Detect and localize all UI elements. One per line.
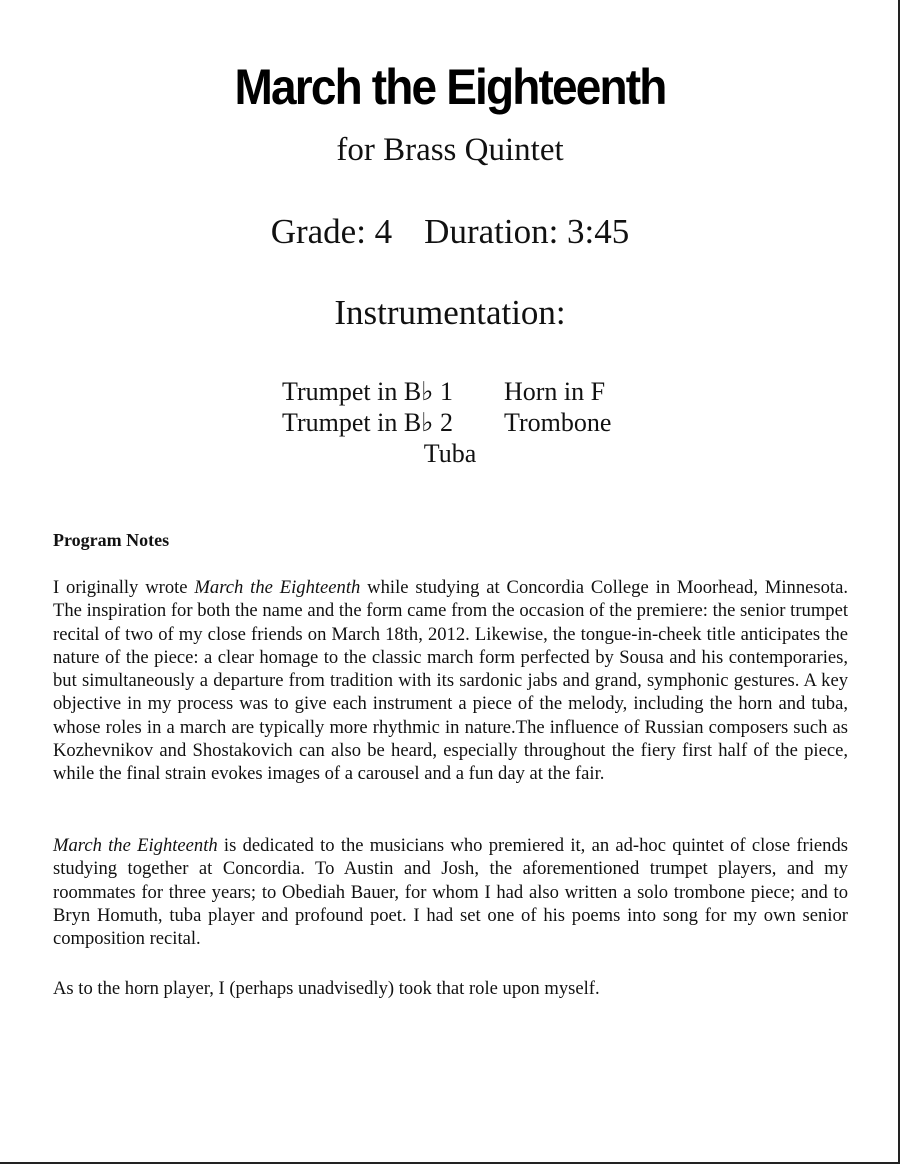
instrument-trumpet-1: Trumpet in B♭ 1 xyxy=(282,377,453,406)
instrument-row xyxy=(282,438,642,469)
paragraph-2-title-italic: March the Eighteenth xyxy=(53,835,218,856)
instrument-row xyxy=(282,376,642,407)
grade-label: Grade: 4 xyxy=(270,212,393,251)
paragraph-1-lead: I originally wrote xyxy=(53,577,195,598)
instrumentation-heading: Instrumentation: xyxy=(334,293,566,332)
instrument-horn: Horn in F xyxy=(504,377,606,406)
duration-label: Duration: 3:45 xyxy=(424,212,630,251)
instrument-trumpet-2: Trumpet in B♭ 2 xyxy=(282,408,453,437)
paragraph-1-body: while studying at Concordia College in Moorhead, Minnesota. The inspiration for both the name and the form came from the occasion of the premiere: the senior trumpet recital of two of my close friends on March 18th, 2012. Likewise, the tongue-in-cheek title anticipates the nature of the piece: a clear homage to the classic march form perfected by Sousa and his contemporaries, but simultaneously a departure from tradition with its sardonic jabs and grand, symphonic gestures. A key objective in my process was to give each instrument a piece of the melody, including the horn and tuba, whose roles in a march are typically more rhythmic in nature.The influence of Russian composers such as Kozhevnikov and Shostakovich can also be heard, especially throughout the fiery first half of the piece, while the final strain evokes images of a carousel and a fun day at the fair. xyxy=(53,577,848,785)
paragraph-1-title-italic: March the Eighteenth xyxy=(194,577,361,598)
program-notes-heading: Program Notes xyxy=(53,530,170,550)
page-title: March the Eighteenth xyxy=(234,59,666,115)
subtitle: for Brass Quintet xyxy=(336,132,564,168)
instrument-row xyxy=(282,407,642,438)
instrument-trombone: Trombone xyxy=(504,408,612,437)
program-notes-paragraph-3: As to the horn player, I (perhaps unadvisedly) took that role upon myself. xyxy=(53,978,600,999)
program-notes-paragraph-2 xyxy=(53,834,848,950)
program-notes-paragraph-1 xyxy=(53,576,848,786)
instrument-tuba: Tuba xyxy=(423,439,477,468)
grade-duration-line xyxy=(0,212,900,252)
paragraph-2-body: is dedicated to the musicians who premiered it, an ad-hoc quintet of close friends studying together at Concordia. To Austin and Josh, the aforementioned trumpet players, and my roommates for three years; to Obediah Bauer, for whom I had also written a solo trombone piece; and to Bryn Homuth, tuba player and profound poet. I had set one of his poems into song for my own senior composition recital. xyxy=(53,835,848,950)
instrument-list xyxy=(282,376,642,469)
